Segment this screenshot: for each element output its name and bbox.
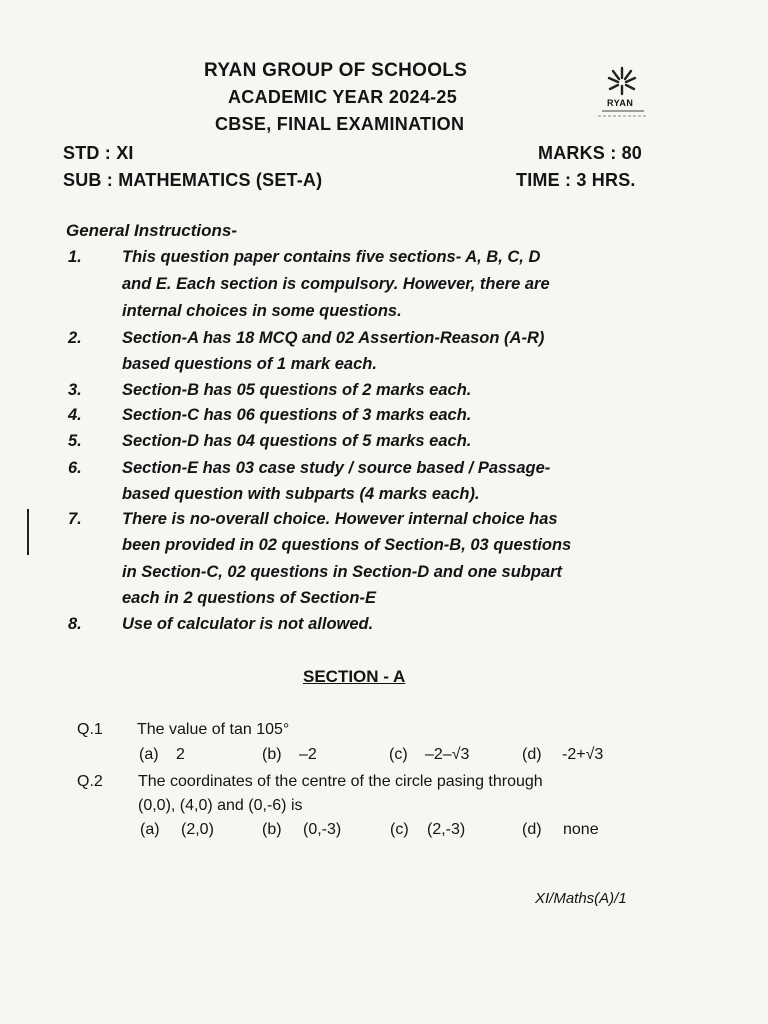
instruction-line: and E. Each section is compulsory. However, there are	[122, 275, 550, 293]
instruction-number: 4.	[68, 406, 82, 424]
question-number: Q.1	[77, 721, 103, 738]
option-label: (c)	[389, 746, 408, 763]
instruction-number: 3.	[68, 381, 82, 399]
option-text: (0,-3)	[303, 821, 342, 838]
academic-year: ACADEMIC YEAR 2024-25	[228, 87, 458, 107]
option-text: -2+√3	[562, 746, 604, 763]
question-number: Q.2	[77, 773, 103, 790]
logo-text: RYAN	[607, 98, 634, 108]
option-label: (c)	[390, 821, 409, 838]
school-name: RYAN GROUP OF SCHOOLS	[204, 60, 468, 81]
marks-label: MARKS : 80	[538, 143, 643, 163]
option-text: (2,-3)	[427, 821, 466, 838]
instruction-line: based question with subparts (4 marks each).	[122, 485, 480, 503]
instruction-line: each in 2 questions of Section-E	[122, 589, 376, 607]
instruction-number: 2.	[68, 329, 82, 347]
instruction-number: 6.	[68, 459, 82, 477]
question-text: The coordinates of the centre of the circle pasing through	[138, 773, 543, 790]
option-label: (a)	[140, 821, 160, 838]
instruction-line: There is no-overall choice. However internal choice has	[122, 510, 558, 528]
option-label: (d)	[522, 746, 542, 763]
option-label: (a)	[139, 746, 159, 763]
option-text: –2–√3	[425, 746, 470, 763]
subject-label: SUB : MATHEMATICS (SET-A)	[63, 170, 323, 190]
instruction-number: 5.	[68, 432, 82, 450]
option-text: none	[563, 821, 599, 838]
option-text: (2,0)	[181, 821, 214, 838]
instruction-line: Use of calculator is not allowed.	[122, 615, 374, 633]
option-label: (b)	[262, 821, 282, 838]
instruction-line: Section-E has 03 case study / source based / Passage-	[122, 459, 551, 477]
std-label: STD : XI	[63, 143, 134, 163]
sunburst-logo-icon	[594, 64, 652, 126]
instruction-number: 1.	[68, 248, 82, 266]
instruction-line: Section-D has 04 questions of 5 marks each.	[122, 432, 472, 450]
exam-title: CBSE, FINAL EXAMINATION	[215, 114, 465, 134]
section-title: SECTION - A	[303, 667, 406, 686]
question-text: The value of tan 105°	[137, 721, 290, 738]
question-text: (0,0), (4,0) and (0,-6) is	[138, 797, 303, 814]
option-text: 2	[176, 746, 185, 763]
instructions-title: General Instructions-	[66, 221, 237, 240]
instruction-line: This question paper contains five sections- A, B, C, D	[122, 248, 541, 266]
instruction-line: in Section-C, 02 questions in Section-D and one subpart	[122, 563, 563, 581]
time-label: TIME : 3 HRS.	[516, 170, 636, 190]
option-label: (d)	[522, 821, 542, 838]
instruction-line: been provided in 02 questions of Section-B, 03 questions	[122, 536, 572, 554]
instruction-line: based questions of 1 mark each.	[122, 355, 377, 373]
instruction-line: Section-A has 18 MCQ and 02 Assertion-Reason (A-R)	[122, 329, 545, 347]
option-text: –2	[299, 746, 317, 763]
instruction-number: 8.	[68, 615, 82, 633]
instruction-line: Section-C has 06 questions of 3 marks each.	[122, 406, 472, 424]
option-label: (b)	[262, 746, 282, 763]
instruction-number: 7.	[68, 510, 82, 528]
page-footer: XI/Maths(A)/1	[535, 890, 627, 907]
instruction-line: internal choices in some questions.	[122, 302, 402, 320]
margin-mark	[27, 509, 29, 555]
instruction-line: Section-B has 05 questions of 2 marks each.	[122, 381, 472, 399]
